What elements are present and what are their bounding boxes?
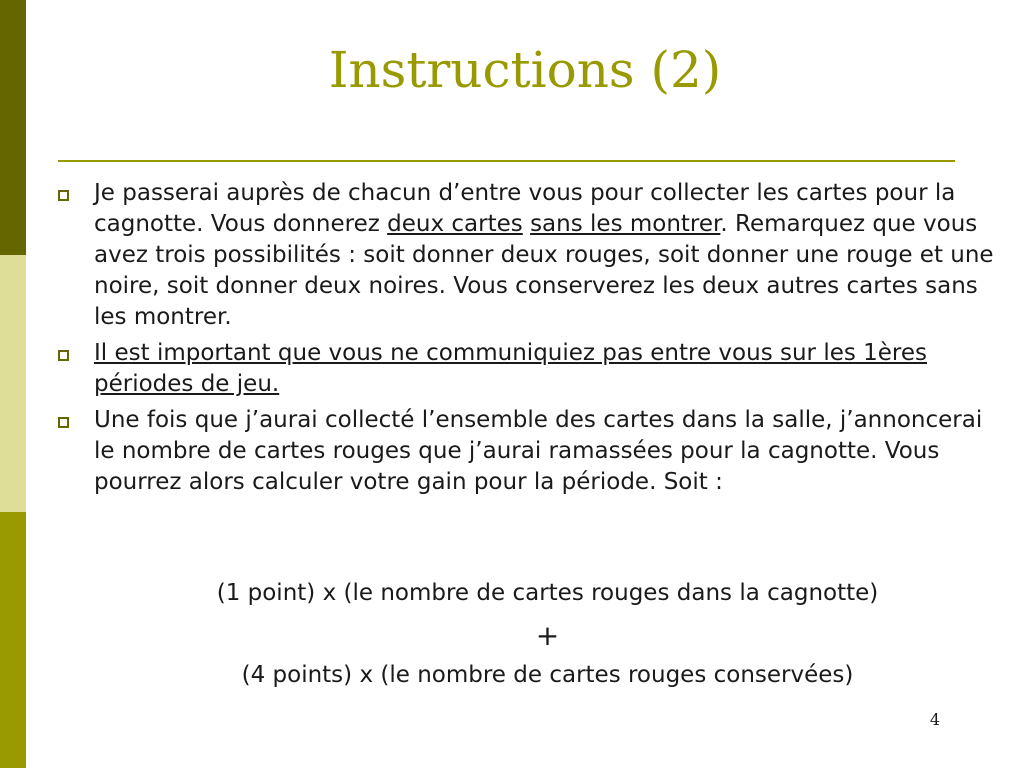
bullet-item-2 xyxy=(58,338,998,400)
slide-title: Instructions (2) xyxy=(328,41,722,99)
bullet-item-1 xyxy=(58,178,998,333)
bullet-list xyxy=(58,178,998,503)
square-bullet-icon xyxy=(58,190,69,201)
bullet-3-text: Une fois que j’aurai collecté l’ensemble des cartes dans la salle, j’annoncerai le nombre de cartes rouges que j’aurai ramassées pour la cagnotte. Vous pourrez alors calculer votre gain pour la période. Soit : xyxy=(94,407,983,495)
sidebar-band-light xyxy=(0,255,26,512)
bullet-2-text: Il est important que vous ne communiquiez pas entre vous sur les 1ères périodes de jeu. xyxy=(94,340,928,397)
sidebar-band-mid xyxy=(0,512,26,768)
bullet-1-text-end: . Remarquez que vous avez trois possibilités : soit donner deux rouges, soit donner une rouge et une noire, soit donner deux noires. Vous conserverez les deux autres cartes sans les montrer. xyxy=(94,211,994,330)
title-divider xyxy=(58,160,955,162)
bullet-1-space xyxy=(523,211,530,237)
bullet-1-underline-deux-cartes: deux cartes xyxy=(387,211,523,237)
page-number: 4 xyxy=(929,710,940,729)
bullet-item-3 xyxy=(58,405,998,498)
square-bullet-icon xyxy=(58,417,69,428)
formula-line-1: (1 point) x (le nombre de cartes rouges dans la cagnotte) xyxy=(216,580,879,606)
bullet-1-underline-sans-les-montrer: sans les montrer xyxy=(530,211,721,237)
formula-line-2: (4 points) x (le nombre de cartes rouges conservées) xyxy=(241,662,854,688)
bullet-1-text: Je passerai auprès de chacun d’entre vous pour collecter les cartes pour la cagnotte. Vous donnerez xyxy=(94,180,956,237)
formula-plus-operator: + xyxy=(535,619,560,652)
square-bullet-icon xyxy=(58,350,69,361)
sidebar-band-dark xyxy=(0,0,26,255)
